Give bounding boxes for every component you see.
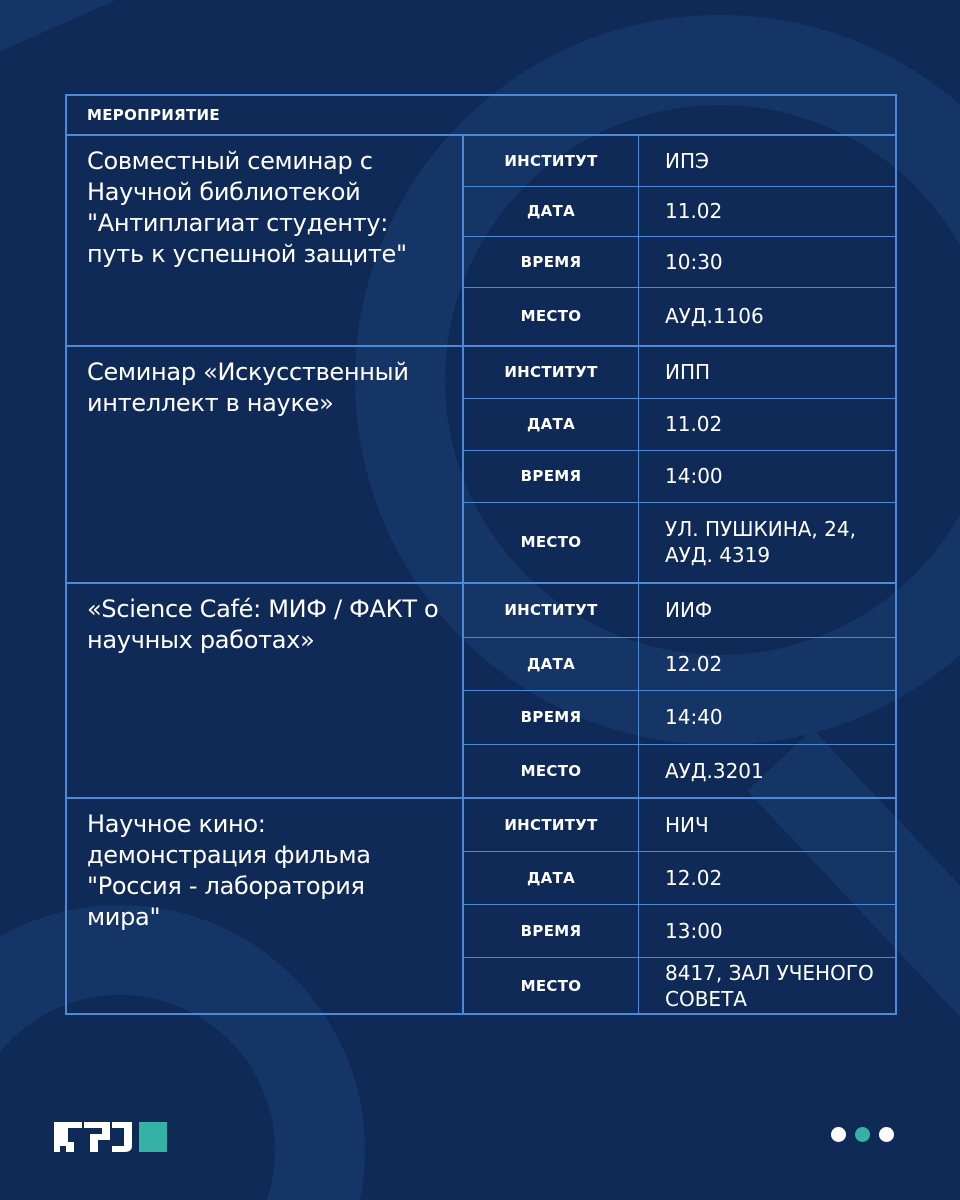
info-value: ИПП [665,360,711,385]
info-value: 8417, ЗАЛ УЧЕНОГО СОВЕТА [665,961,874,1012]
info-row-place [464,745,895,798]
event-row [67,584,895,799]
info-row-date [464,399,895,451]
events-table [65,94,897,1015]
info-value: АУД.1106 [665,304,764,329]
info-row-place [464,288,895,345]
pagination-dot-active[interactable] [855,1127,870,1142]
info-value: НИЧ [665,812,709,837]
info-value: ИПЭ [665,148,709,173]
info-label: МЕСТО [464,288,639,345]
info-row-institute [464,584,895,638]
info-row-time [464,451,895,503]
info-label: ИНСТИТУТ [464,347,639,398]
pagination-dots [831,1127,894,1142]
info-value: 13:00 [665,918,723,943]
info-value: ИИФ [665,598,713,623]
info-value: УЛ. ПУШКИНА, 24, АУД. 4319 [665,517,856,568]
info-value: 14:00 [665,464,723,489]
event-info [464,136,895,345]
pagination-dot[interactable] [831,1127,846,1142]
info-label: ВРЕМЯ [464,451,639,502]
info-row-date [464,852,895,905]
event-info [464,584,895,797]
event-row [67,799,895,1015]
info-label: ДАТА [464,399,639,450]
info-label: ИНСТИТУТ [464,799,639,851]
info-label: ВРЕМЯ [464,691,639,744]
info-value: 10:30 [665,250,723,275]
event-row [67,347,895,584]
info-row-place [464,503,895,582]
info-label: МЕСТО [464,958,639,1015]
event-info [464,799,895,1015]
info-label: ДАТА [464,187,639,237]
info-value: 12.02 [665,865,723,890]
info-value: 11.02 [665,199,723,224]
krsu-logo-icon [54,1120,168,1154]
info-row-institute [464,136,895,187]
event-title: Научное кино: демонстрация фильма "Россия - лаборатория мира" [67,799,464,1015]
table-header: МЕРОПРИЯТИЕ [67,96,895,136]
info-label: МЕСТО [464,745,639,798]
info-label: ДАТА [464,638,639,691]
info-label: ИНСТИТУТ [464,584,639,637]
info-label: ВРЕМЯ [464,905,639,957]
event-row [67,136,895,347]
info-row-time [464,237,895,288]
info-row-institute [464,347,895,399]
info-label: ВРЕМЯ [464,237,639,287]
info-row-date [464,638,895,692]
pagination-dot[interactable] [879,1127,894,1142]
event-info [464,347,895,582]
info-row-time [464,691,895,745]
info-value: 12.02 [665,651,723,676]
info-row-date [464,187,895,238]
info-row-place [464,958,895,1015]
info-row-institute [464,799,895,852]
info-row-time [464,905,895,958]
event-title: Совместный семинар с Научной библиотекой "Антиплагиат студенту: путь к успешной защите" [67,136,464,345]
event-title: Семинар «Искусственный интеллект в науке» [67,347,464,582]
info-label: ДАТА [464,852,639,904]
event-title: «Science Café: МИФ / ФАКТ о научных работах» [67,584,464,797]
info-value: АУД.3201 [665,758,764,783]
info-label: МЕСТО [464,503,639,582]
info-value: 11.02 [665,412,723,437]
info-label: ИНСТИТУТ [464,136,639,186]
info-value: 14:40 [665,705,723,730]
